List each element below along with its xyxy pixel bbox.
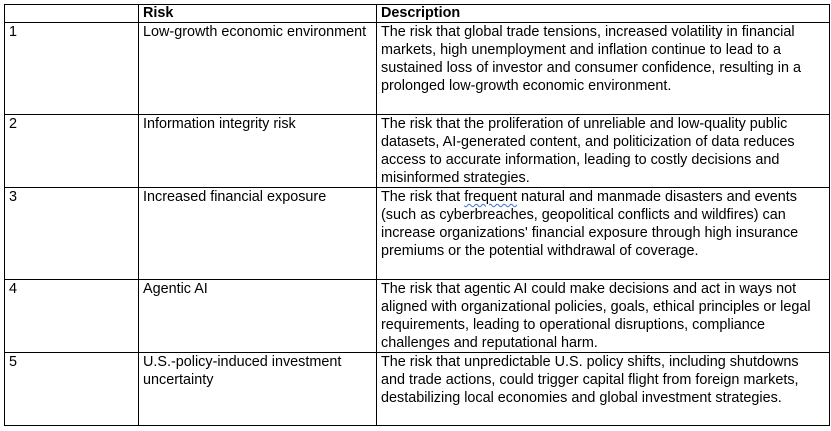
header-description: Description <box>377 5 830 23</box>
header-row <box>5 5 830 23</box>
risk-name: Agentic AI <box>139 280 377 353</box>
risk-name: Increased financial exposure <box>139 188 377 280</box>
row-number: 2 <box>5 115 139 188</box>
risk-description: The risk that global trade tensions, increased volatility in financial markets, high unemployment and inflation continue to lead to a sustained loss of investor and consumer confidence, resulting in a prolonged low-growth economic environment. <box>377 23 830 115</box>
risk-name: Low-growth economic environment <box>139 23 377 115</box>
risk-description: The risk that unpredictable U.S. policy shifts, including shutdowns and trade actions, could trigger capital flight from foreign markets, destabilizing local economies and global investment strategies. <box>377 353 830 426</box>
description-text-end: natural and manmade disasters and events (such as cyberbreaches, geopolitical conflicts and wildfires) can increase organizations' financial exposure through high insurance premiums or the potential withdrawal of coverage. <box>381 189 799 259</box>
spellcheck-flagged-word[interactable]: frequent <box>464 189 517 205</box>
table-row <box>5 23 830 115</box>
table-row <box>5 188 830 280</box>
risk-name: Information integrity risk <box>139 115 377 188</box>
row-number: 3 <box>5 188 139 280</box>
risk-description: The risk that the proliferation of unreliable and low-quality public datasets, AI-generated content, and politicization of data reduces access to accurate information, leading to costly decisions and misinformed strategies. <box>377 115 830 188</box>
risk-name: U.S.-policy-induced investment uncertainty <box>139 353 377 426</box>
row-number: 1 <box>5 23 139 115</box>
header-risk: Risk <box>139 5 377 23</box>
row-number: 4 <box>5 280 139 353</box>
risk-description <box>377 188 830 280</box>
table-row <box>5 280 830 353</box>
row-number: 5 <box>5 353 139 426</box>
risk-table <box>4 4 830 426</box>
table-row <box>5 115 830 188</box>
header-number <box>5 5 139 23</box>
description-text-start: The risk that <box>381 189 465 205</box>
risk-description: The risk that agentic AI could make decisions and act in ways not aligned with organizational policies, goals, ethical principles or legal requirements, leading to operational disruptions, compliance challenges and reputational harm. <box>377 280 830 353</box>
table-row <box>5 353 830 426</box>
